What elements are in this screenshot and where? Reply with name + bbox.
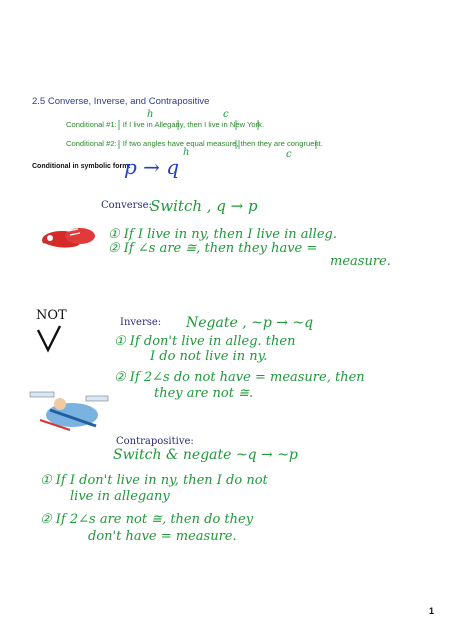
conditional-1-text: If I live in Allegany, then I live in New York.	[122, 120, 265, 129]
converse-rule-hw: Switch , q → p	[150, 197, 258, 215]
conditional-1-brackets	[119, 120, 258, 130]
conditional-2-text: If two angles have equal measure, then they are congruent.	[122, 139, 323, 148]
contrapositive-line-2b-hw: don't have = measure.	[88, 529, 237, 544]
contrapositive-figure-icon	[30, 392, 108, 430]
inverse-line-1a-hw: ① If don't live in alleg. then	[114, 334, 296, 349]
converse-line-1-hw: ① If I live in ny, then I live in alleg.	[108, 227, 337, 242]
inverse-line-2a-hw: ② If 2∠s do not have = measure, then	[114, 370, 365, 385]
page-number: 1	[428, 606, 434, 616]
contrapositive-line-2a-hw: ② If 2∠s are not ≅, then do they	[40, 512, 254, 527]
contrapositive-line-1a-hw: ① If I don't live in ny, then I do not	[40, 473, 268, 488]
conditional-1-label: Conditional #1:	[66, 120, 117, 129]
hyp-mark-2: h	[183, 147, 190, 158]
contrapositive-rule-hw: Switch & negate ~q → ~p	[113, 447, 298, 463]
inverse-label: Inverse:	[120, 317, 162, 328]
conditional-2-brackets	[119, 140, 316, 149]
converse-line-2a-hw: ② If ∠s are ≅, then they have =	[108, 241, 318, 256]
converse-label: Converse:	[101, 200, 152, 211]
symbolic-form-label: Conditional in symbolic form:	[32, 163, 131, 170]
hyp-mark-1: h	[147, 109, 154, 120]
conc-mark-1: c	[223, 109, 229, 120]
inverse-v-icon	[38, 326, 60, 350]
page-title: 2.5 Converse, Inverse, and Contrapositive	[32, 96, 210, 107]
conditional-2-label: Conditional #2:	[66, 139, 117, 148]
contrapositive-line-1b-hw: live in allegany	[70, 489, 170, 504]
converse-line-2b-hw: measure.	[330, 254, 391, 269]
symbolic-form-hw: p → q	[124, 155, 180, 179]
sneakers-icon	[42, 228, 95, 249]
conc-mark-2: c	[286, 149, 292, 160]
inverse-rule-hw: Negate , ~p → ~q	[186, 315, 314, 331]
inverse-line-1b-hw: I do not live in ny.	[150, 349, 268, 364]
contrapositive-label: Contrapositive:	[116, 436, 194, 447]
not-word: NOT	[36, 308, 67, 323]
inverse-line-2b-hw: they are not ≅.	[154, 386, 254, 401]
